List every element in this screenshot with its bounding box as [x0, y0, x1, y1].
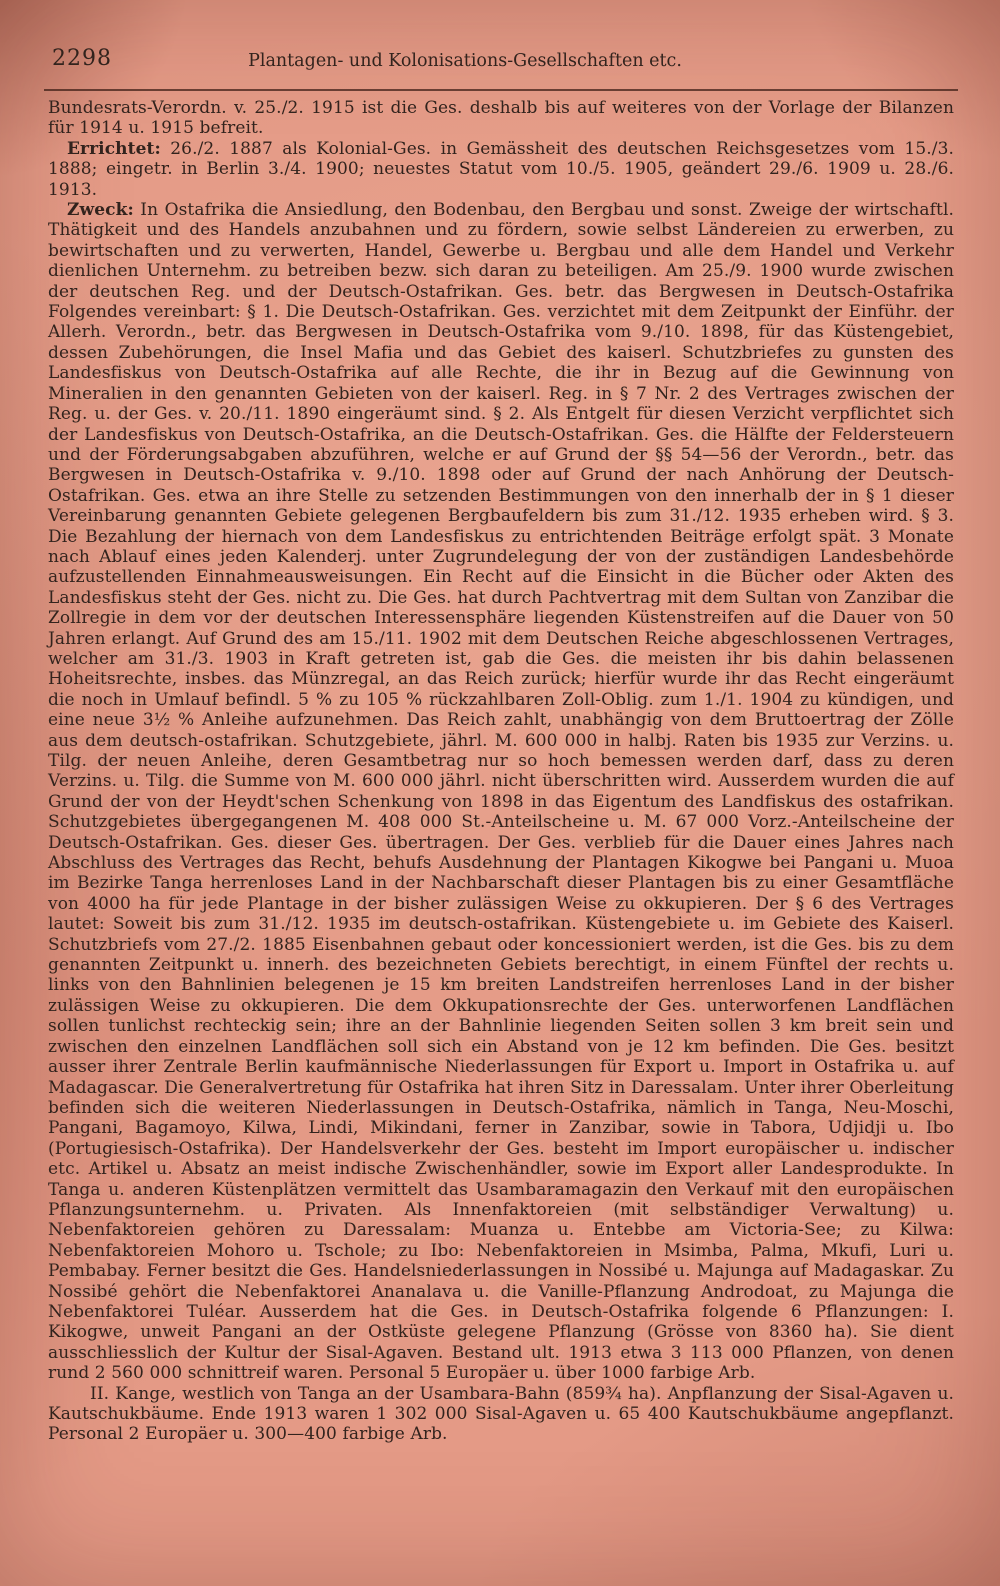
- paragraph-text: In Ostafrika die Ansiedlung, den Bodenbau, den Bergbau und sonst. Zweige der wirtschaftl. Thätigkeit und des Handels anzubahnen und zu fördern, sowie selbst Ländereien zu erwerben, zu bewirtschaften und zu verwerten, Handel, Gewerbe u. Bergbau und alle dem Handel und Verkehr dienlichen Unternehm. zu betreiben bezw. sich daran zu beteiligen. Am 25./9. 1900 wurde zwischen der deutschen Reg. und der Deutsch-Ostafrikan. Ges. betr. das Bergwesen in Deutsch-Ostafrika Folgendes vereinbart: § 1. Die Deutsch-Ostafrikan. Ges. verzichtet mit dem Zeitpunkt der Einführ. der Allerh. Verordn., betr. das Bergwesen in Deutsch-Ostafrika vom 9./10. 1898, für das Küstengebiet, dessen Zubehörungen, die Insel Mafia und das Gebiet des kaiserl. Schutzbriefes zu gunsten des Landesfiskus von Deutsch-Ostafrika auf alle Rechte, die ihr in Bezug auf die Gewinnung von Mineralien in den genannten Gebieten von der kaiserl. Reg. in § 7 Nr. 2 des Vertrages zwischen der Reg. u. der Ges. v. 20./11. 1890 eingeräumt sind. § 2. Als Entgelt für diesen Verzicht verpflichtet sich der Landesfiskus von Deutsch-Ostafrika, an die Deutsch-Ostafrikan. Ges. die Hälfte der Feldersteuern und der Förderungsabgaben abzuführen, welche er auf Grund der §§ 54—56 der Verordn., betr. das Bergwesen in Deutsch-Ostafrika v. 9./10. 1898 oder auf Grund der nach Anhörung der Deutsch-Ostafrikan. Ges. etwa an ihre Stelle zu setzenden Bestimmungen von den innerhalb der in § 1 dieser Vereinbarung genannten Gebiete gelegenen Bergbaufeldern bis zum 31./12. 1935 erheben wird. § 3. Die Bezahlung der hiernach von dem Landesfiskus zu entrichtenden Beiträge erfolgt spät. 3 Monate nach Ablauf eines jeden Kalenderj. unter Zugrundelegung der von der zuständigen Landesbehörde aufzustellenden Einnahmeausweisungen. Ein Recht auf die Einsicht in die Bücher oder Akten des Landesfiskus steht der Ges. nicht zu. Die Ges. hat durch Pachtvertrag mit dem Sultan von Zanzibar die Zollregie in dem vor der deutschen Interessensphäre liegenden Küstenstreifen auf die Dauer von 50 Jahren erlangt. Auf Grund des am 15./11. 1902 mit dem Deutschen Reiche abgeschlossenen Vertrages, welcher am 31./3. 1903 in Kraft getreten ist, gab die Ges. die meisten ihr bis dahin belassenen Hoheitsrechte, insbes. das Münzregal, an das Reich zurück; hierfür wurde ihr das Recht eingeräumt die noch in Umlauf befindl. 5 % zu 105 % rückzahlbaren Zoll-Oblig. zum 1./1. 1904 zu kündigen, und eine neue 3½ % Anleihe aufzunehmen. Das Reich zahlt, unabhängig von dem Bruttoertrag der Zölle aus dem deutsch-ostafrikan. Schutzgebiete, jährl. M. 600 000 in halbj. Raten bis 1935 zur Verzins. u. Tilg. der neuen Anleihe, deren Gesamtbetrag nur so hoch bemessen werden darf, dass zu deren Verzins. u. Tilg. die Summe von M. 600 000 jährl. nicht überschritten wird. Ausserdem wurden die auf Grund der von der Heydt'schen Schenkung von 1898 in das Eigentum des Landfiskus des ostafrikan. Schutzgebietes übergegangenen M. 408 000 St.-Anteilscheine u. M. 67 000 Vorz.-Anteilscheine der Deutsch-Ostafrikan. Ges. dieser Ges. übertragen. Der Ges. verblieb für die Dauer eines Jahres nach Abschluss des Vertrages das Recht, behufs Ausdehnung der Plantagen Kikogwe bei Pangani u. Muoa im Bezirke Tanga herrenloses Land in der Nachbarschaft dieser Plantagen bis zu einer Gesamtfläche von 4000 ha für jede Plantage in der bisher zulässigen Weise zu okkupieren. Der § 6 des Vertrages lautet: Soweit bis zum 31./12. 1935 im deutsch-ostafrikan. Küstengebiete u. im Gebiete des Kaiserl. Schutzbriefs vom 27./2. 1885 Eisenbahnen gebaut oder koncessioniert werden, ist die Ges. bis zu dem genannten Zeitpunkt u. innerh. des bezeichneten Gebiets berechtigt, in einem Fünftel der rechts u. links von den Bahnlinien belegenen je 15 km breiten Landstreifen herrenloses Land in der bisher zulässigen Weise zu okkupieren. Die dem Okkupationsrechte der Ges. unterworfenen Landflächen sollen tunlichst rechteckig sein; ihre an der Bahnlinie liegenden Seiten sollen 3 km breit sein und zwischen den einzelnen Landflächen soll sich ein Abstand von je 12 km befinden. Die Ges. besitzt ausser ihrer Zentrale Berlin kaufmännische Niederlassungen für Export u. Import in Ostafrika u. auf Madagascar. Die Generalvertretung für Ostafrika hat ihren Sitz in Daressalam. Unter ihrer Oberleitung befinden sich die weiteren Niederlassungen in Deutsch-Ostafrika, nämlich in Tanga, Neu-Moschi, Pangani, Bagamoyo, Kilwa, Lindi, Mikindani, ferner in Zanzibar, sowie in Tabora, Udjidji u. Ibo (Portugiesisch-Ostafrika). Der Handelsverkehr der Ges. besteht im Import europäischer u. indischer etc. Artikel u. Absatz an meist indische Zwischenhändler, sowie im Export aller Landesprodukte. In Tanga u. anderen Küstenplätzen vermittelt das Usambaramagazin den Verkauf mit den europäischen Pflanzungsunternehm. u. Privaten. Als Innenfaktoreien (mit selbständiger Verwaltung) u. Nebenfaktoreien gehören zu Daressalam: Muanza u. Entebbe am Victoria-See; zu Kilwa: Nebenfaktoreien Mohoro u. Tschole; zu Ibo: Nebenfaktoreien in Msimba, Palma, Mkufi, Luri u. Pembabay. Ferner besitzt die Ges. Handelsniederlassungen in Nossibé u. Majunga auf Madagaskar. Zu Nossibé gehört die Nebenfaktorei Ananalava u. die Vanille-Pflanzung Androdoat, zu Majunga die Nebenfaktorei Tuléar. Ausserdem hat die Ges. in Deutsch-Ostafrika folgende 6 Pflanzungen: I. Kikogwe, unweit Pangani an der Ostküste gelegene Pflanzung (Grösse von 8360 ha). Sie dient ausschliesslich der Kultur der Sisal-Agaven. Bestand ult. 1913 etwa 3 113 000 Pflanzen, von denen rund 2 560 000 schnittreif waren. Personal 5 Europäer u. über 1000 farbige Arb.: [48, 200, 954, 1384]
- paragraph-kange: [48, 1384, 954, 1445]
- paragraph-zweck: [48, 200, 954, 1384]
- paragraph-text: Bundesrats-Verordn. v. 25./2. 1915 ist die Ges. deshalb bis auf weiteres von der Vorlage der Bilanzen für 1914 u. 1915 befreit.: [48, 98, 954, 139]
- page-number: 2298: [52, 46, 112, 71]
- page-header: [52, 46, 948, 78]
- running-title: Plantagen- und Kolonisations-Gesellschaften etc.: [248, 51, 682, 71]
- paragraph-text: 26./2. 1887 als Kolonial-Ges. in Gemässheit des deutschen Reichsgesetzes vom 15./3. 1888; eingetr. in Berlin 3./4. 1900; neuestes Statut vom 10./5. 1905, geändert 29./6. 1909 u. 28./6. 1913.: [48, 138, 954, 200]
- paragraph-text: II. Kange, westlich von Tanga an der Usambara-Bahn (859¾ ha). Anpflanzung der Sisal-Agaven u. Kautschukbäume. Ende 1913 waren 1 302 000 Sisal-Agaven u. 65 400 Kautschukbäume angepflanzt. Personal 2 Europäer u. 300—400 farbige Arb.: [48, 1383, 954, 1445]
- paragraph-bundesrats-verordnung: [48, 98, 954, 139]
- page-body: [48, 98, 954, 1445]
- paragraph-errichtet: [48, 139, 954, 200]
- header-rule: [44, 89, 958, 91]
- paragraph-lead-errichtet: Errichtet:: [67, 138, 161, 159]
- paragraph-lead-zweck: Zweck:: [67, 200, 134, 221]
